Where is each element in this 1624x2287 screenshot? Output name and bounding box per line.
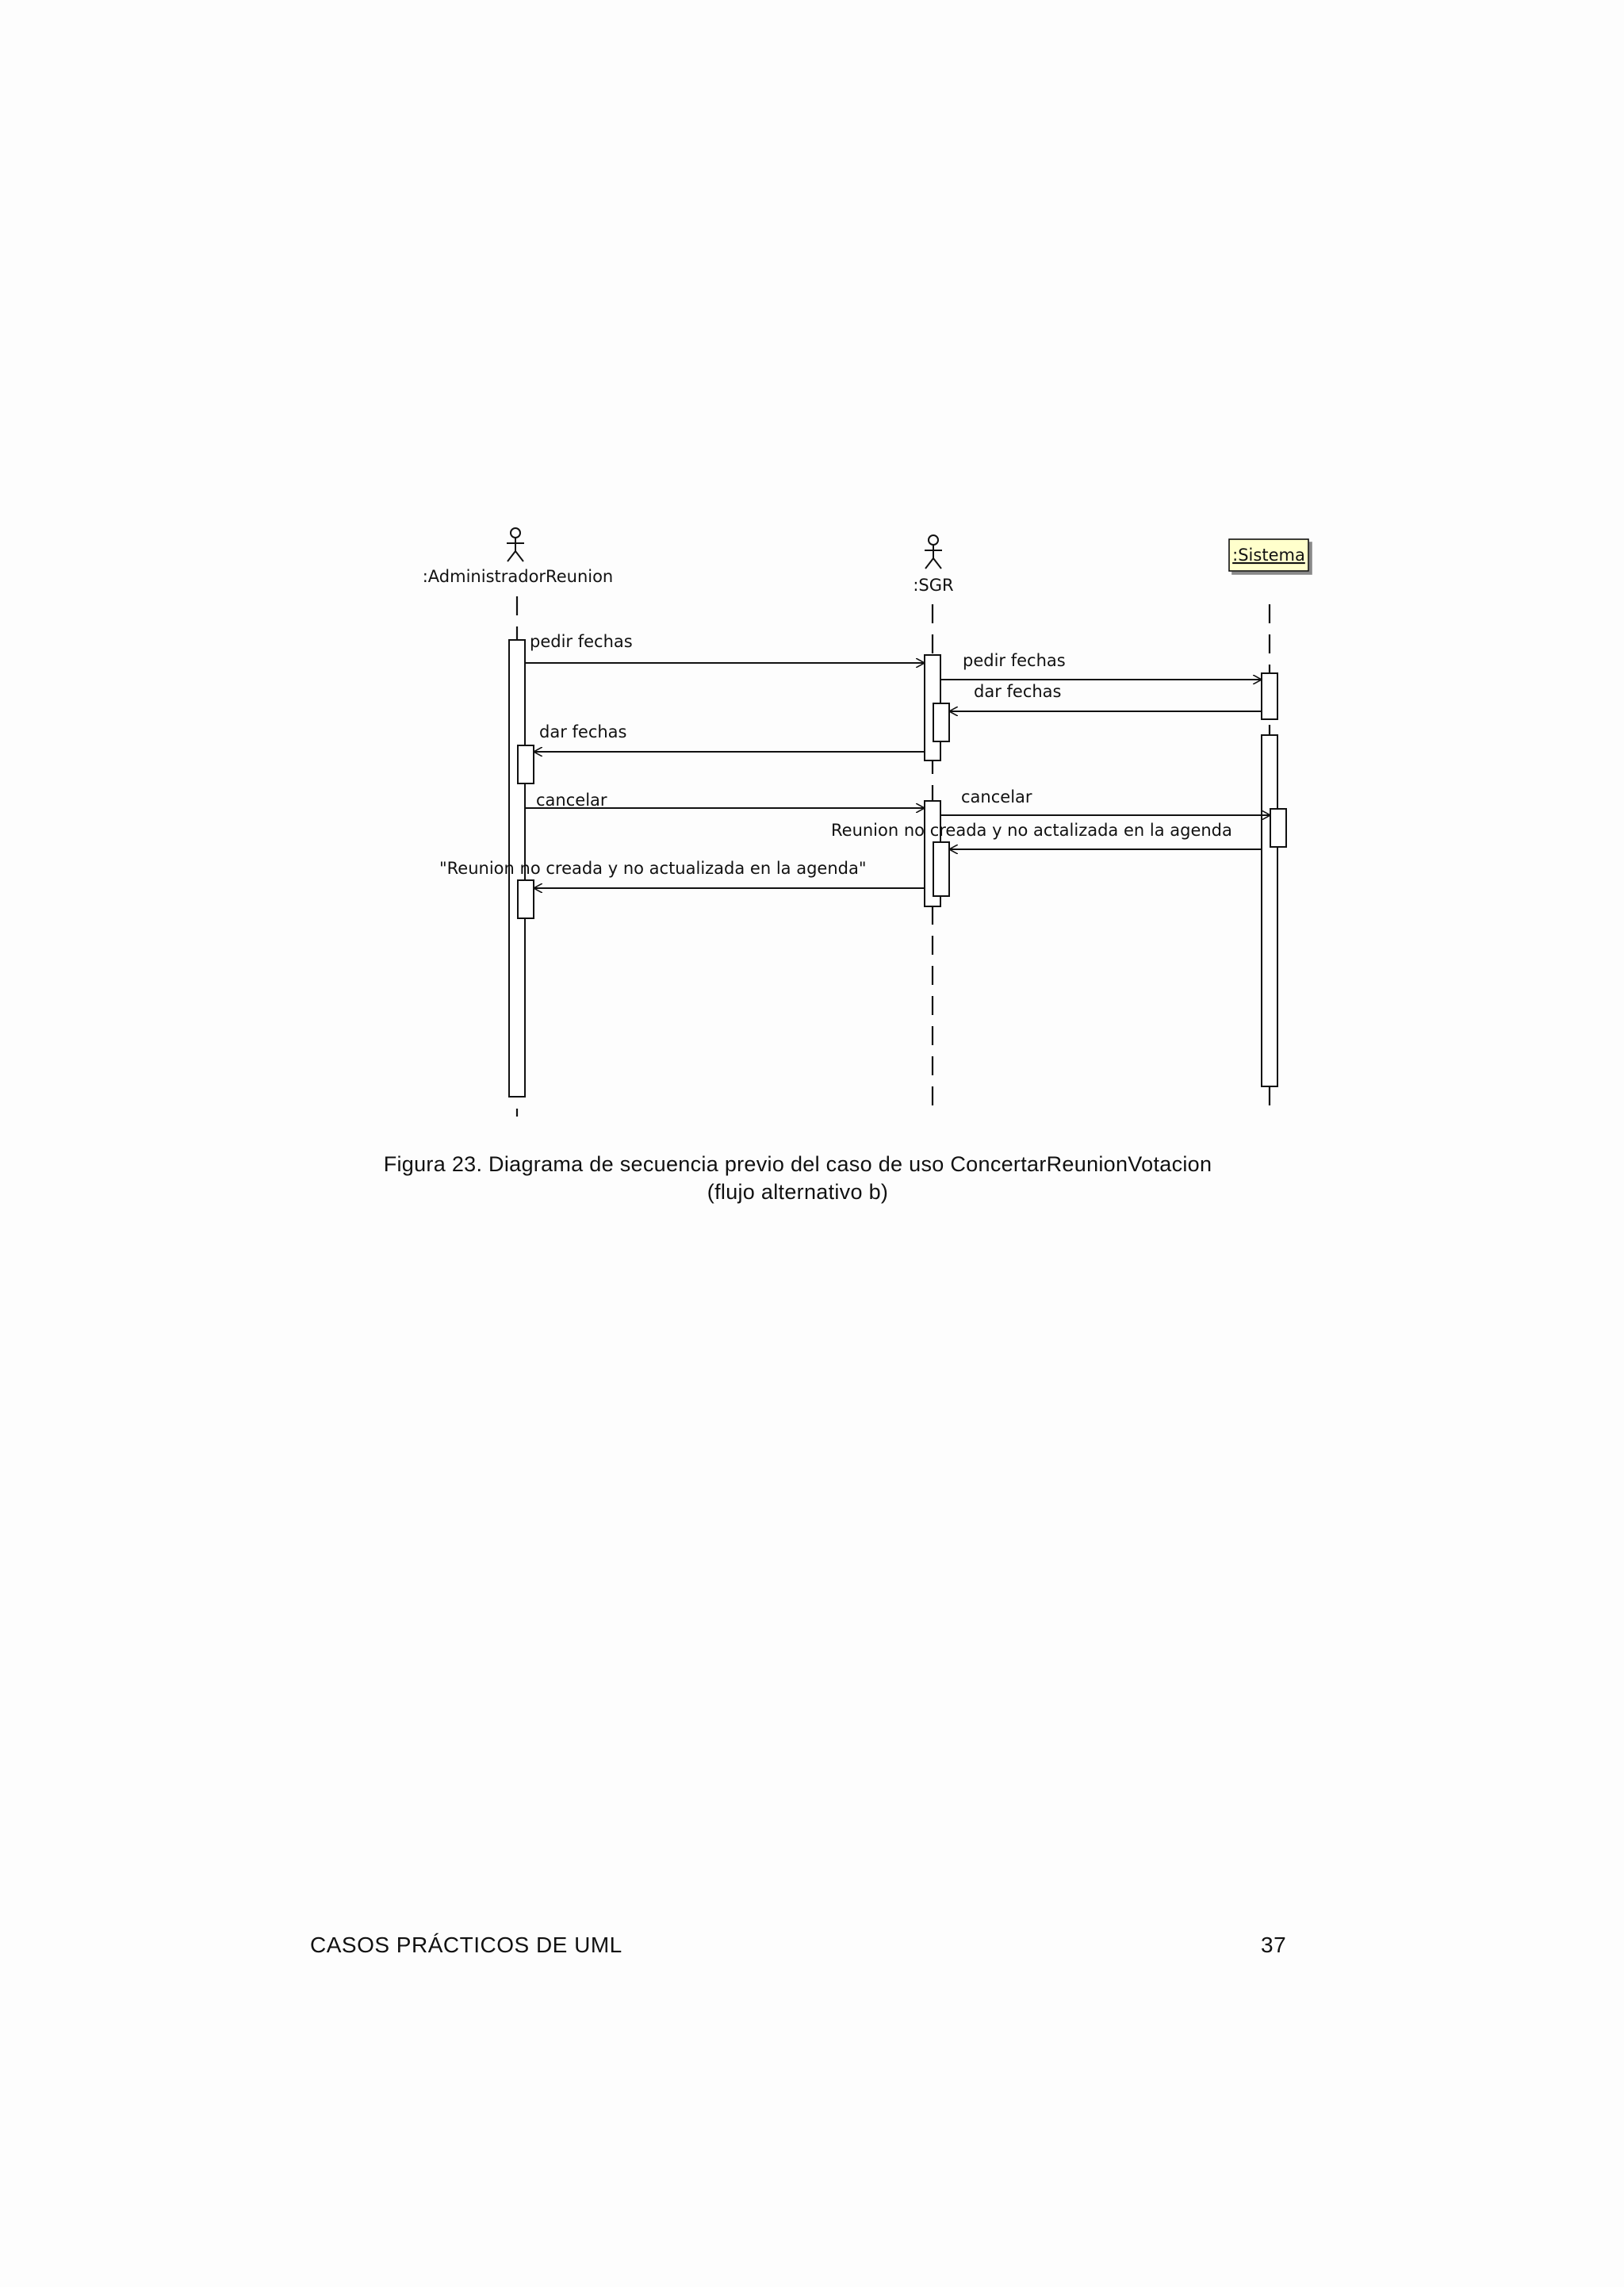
activation-sgr <box>933 703 949 741</box>
message-label: dar fechas <box>539 722 627 741</box>
actor-icon <box>507 528 524 561</box>
participant-label: :SGR <box>913 576 954 595</box>
activation-sistema <box>1262 673 1277 719</box>
participant-label: :Sistema <box>1232 546 1305 565</box>
activation-sistema <box>1270 809 1286 847</box>
participant-admin <box>423 528 614 586</box>
message-label: Reunion no creada y no actalizada en la agenda <box>831 821 1232 840</box>
message-label: cancelar <box>536 791 607 810</box>
activation-sgr <box>933 842 949 896</box>
message-label: dar fechas <box>974 682 1062 701</box>
message-label: pedir fechas <box>963 651 1066 670</box>
activation-sistema <box>1262 735 1277 1086</box>
figure-caption-subtitle: (flujo alternativo b) <box>707 1180 889 1204</box>
activation-admin <box>518 745 534 783</box>
activation-admin <box>518 880 534 918</box>
participant-sgr <box>913 535 953 595</box>
message-label: pedir fechas <box>530 632 633 651</box>
participant-sistema <box>1229 539 1308 571</box>
message-label: "Reunion no creada y no actualizada en la agenda" <box>439 859 867 878</box>
page-number: 37 <box>1261 1933 1287 1957</box>
actor-icon <box>925 535 942 569</box>
figure-caption: Figura 23. Diagrama de secuencia previo del caso de uso ConcertarReunionVotacion <box>383 1152 1212 1176</box>
running-footer: CASOS PRÁCTICOS DE UML <box>310 1933 622 1957</box>
message-label: cancelar <box>961 787 1032 806</box>
participant-label: :AdministradorReunion <box>422 567 614 586</box>
